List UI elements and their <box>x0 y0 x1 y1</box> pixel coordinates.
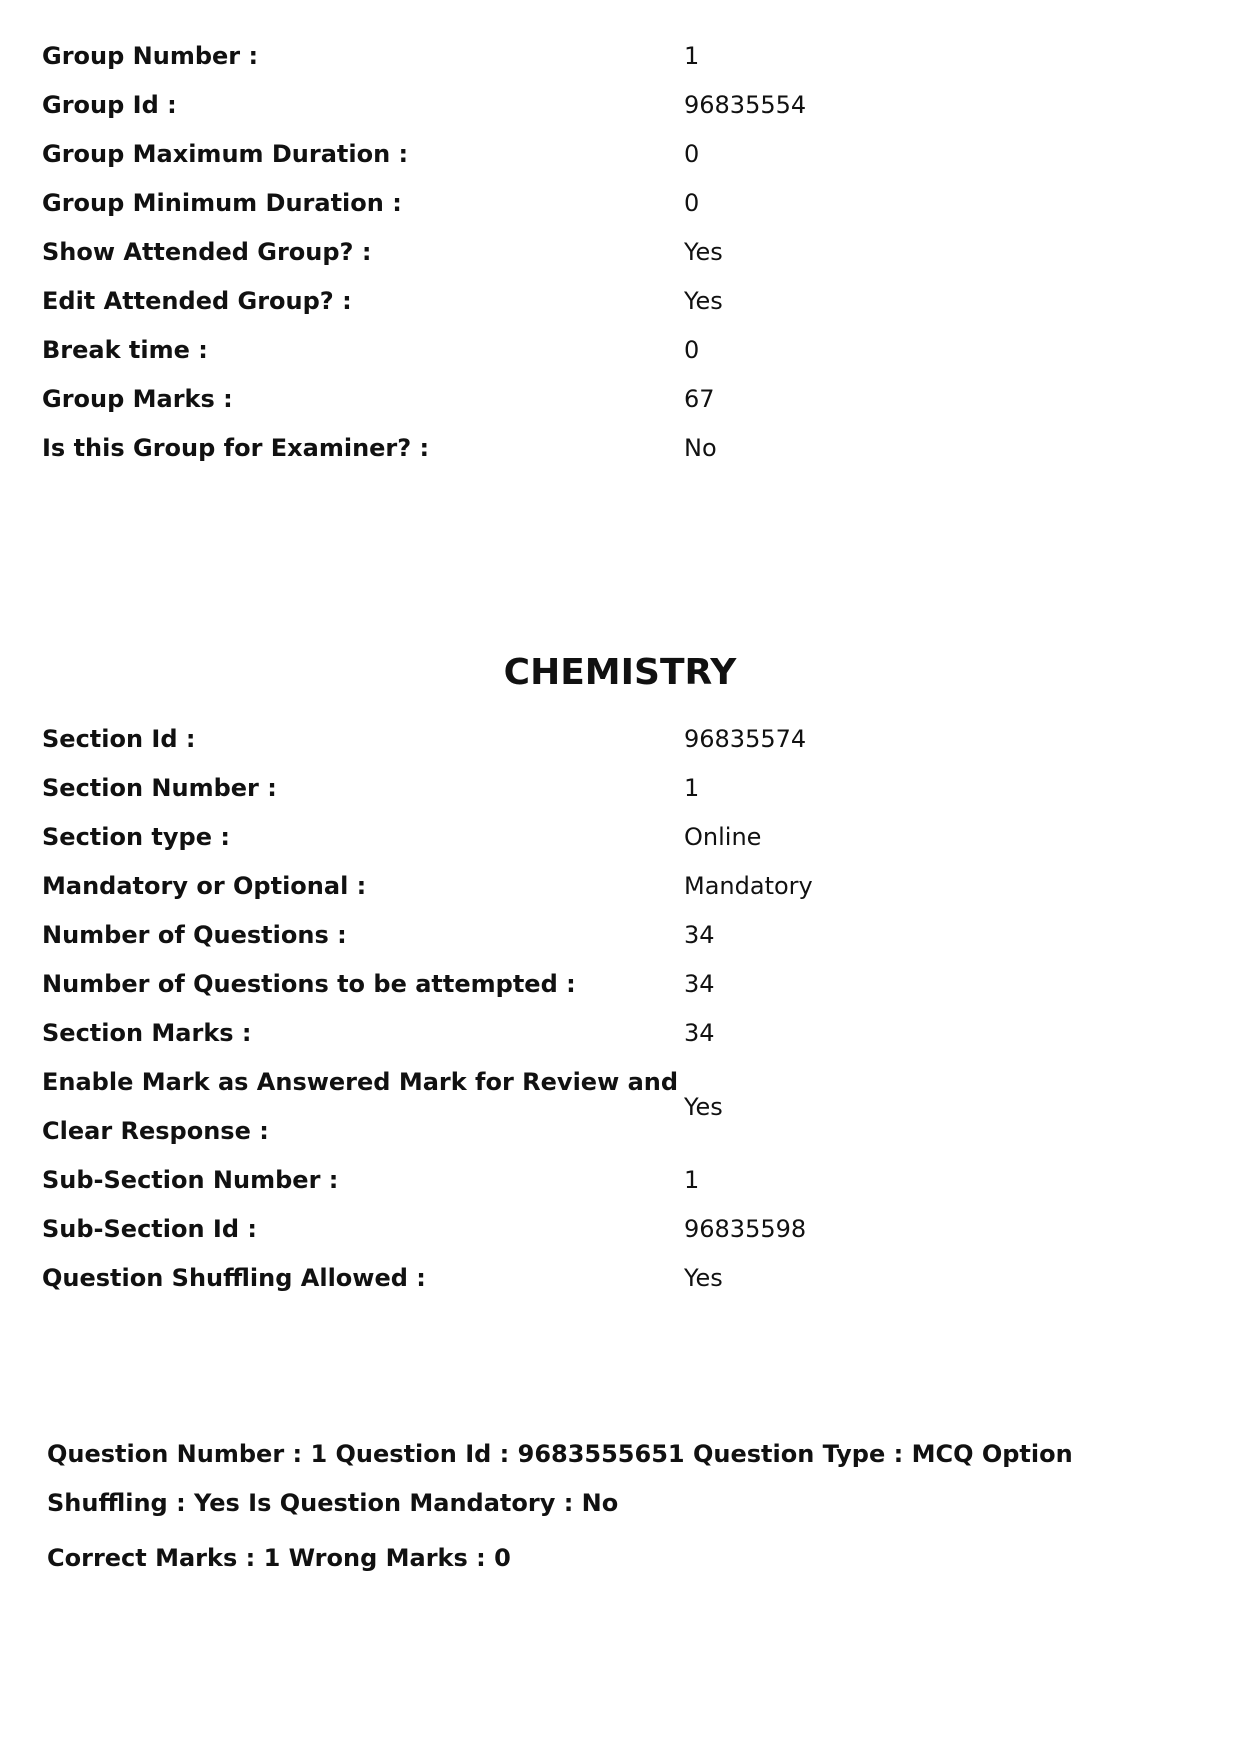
sub-section-id-value: 96835598 <box>684 1215 807 1243</box>
sub-section-number-label: Sub-Section Number : <box>42 1166 339 1194</box>
section-row-id <box>42 715 1192 764</box>
section-type-label: Section type : <box>42 823 230 851</box>
section-id-label: Section Id : <box>42 725 196 753</box>
group-id-label: Group Id : <box>42 91 177 119</box>
section-type-value: Online <box>684 823 762 851</box>
edit-attended-group-value: Yes <box>684 287 723 315</box>
section-row-number <box>42 764 1192 813</box>
section-row-questions <box>42 911 1192 960</box>
section-row-mark-review <box>42 1058 1192 1156</box>
enable-mark-review-value: Yes <box>684 1092 723 1121</box>
group-for-examiner-value: No <box>684 434 717 462</box>
group-max-duration-value: 0 <box>684 140 700 168</box>
show-attended-group-label: Show Attended Group? : <box>42 238 372 266</box>
group-details-table <box>42 32 1192 473</box>
enable-mark-review-label: Enable Mark as Answered Mark for Review and Clear Response : <box>42 1068 679 1145</box>
group-number-value: 1 <box>684 42 700 70</box>
group-number-label: Group Number : <box>42 42 259 70</box>
section-id-value: 96835574 <box>684 725 807 753</box>
mandatory-optional-label: Mandatory or Optional : <box>42 872 367 900</box>
group-min-duration-value: 0 <box>684 189 700 217</box>
number-of-questions-label: Number of Questions : <box>42 921 347 949</box>
show-attended-group-value: Yes <box>684 238 723 266</box>
edit-attended-group-label: Edit Attended Group? : <box>42 287 352 315</box>
group-id-value: 96835554 <box>684 91 807 119</box>
section-title: CHEMISTRY <box>503 652 737 693</box>
question-header-text: Question Number : 1 Question Id : 9683555651 Question Type : MCQ Option Shuffling : Yes Is Question Mandatory : No <box>47 1440 1073 1517</box>
question-shuffling-label: Question Shuffling Allowed : <box>42 1264 426 1292</box>
section-row-type <box>42 813 1192 862</box>
group-max-duration-label: Group Maximum Duration : <box>42 140 409 168</box>
group-for-examiner-label: Is this Group for Examiner? : <box>42 434 430 462</box>
section-number-label: Section Number : <box>42 774 277 802</box>
group-row-examiner <box>42 424 1192 473</box>
group-row-edit-attended <box>42 277 1192 326</box>
section-row-attempted <box>42 960 1192 1009</box>
section-marks-value: 34 <box>684 1019 715 1047</box>
group-row-show-attended <box>42 228 1192 277</box>
group-min-duration-label: Group Minimum Duration : <box>42 189 402 217</box>
section-number-value: 1 <box>684 774 700 802</box>
questions-to-attempt-label: Number of Questions to be attempted : <box>42 970 576 998</box>
group-row-max-duration <box>42 130 1192 179</box>
group-row-break-time <box>42 326 1192 375</box>
section-marks-label: Section Marks : <box>42 1019 252 1047</box>
group-row-min-duration <box>42 179 1192 228</box>
group-marks-value: 67 <box>684 385 715 413</box>
group-row-marks <box>42 375 1192 424</box>
section-row-subsection-number <box>42 1156 1192 1205</box>
question-shuffling-value: Yes <box>684 1264 723 1292</box>
mandatory-optional-value: Mandatory <box>684 872 813 900</box>
question-marks-text: Correct Marks : 1 Wrong Marks : 0 <box>47 1544 511 1572</box>
number-of-questions-value: 34 <box>684 921 715 949</box>
section-row-mandatory <box>42 862 1192 911</box>
section-row-subsection-id <box>42 1205 1192 1254</box>
break-time-value: 0 <box>684 336 700 364</box>
group-row-id <box>42 81 1192 130</box>
group-row-number <box>42 32 1192 81</box>
sub-section-number-value: 1 <box>684 1166 700 1194</box>
section-row-shuffling <box>42 1254 1192 1303</box>
sub-section-id-label: Sub-Section Id : <box>42 1215 257 1243</box>
section-row-marks <box>42 1009 1192 1058</box>
break-time-label: Break time : <box>42 336 208 364</box>
question-info-block <box>47 1430 1197 1583</box>
questions-to-attempt-value: 34 <box>684 970 715 998</box>
group-marks-label: Group Marks : <box>42 385 233 413</box>
section-details-table <box>42 715 1192 1303</box>
